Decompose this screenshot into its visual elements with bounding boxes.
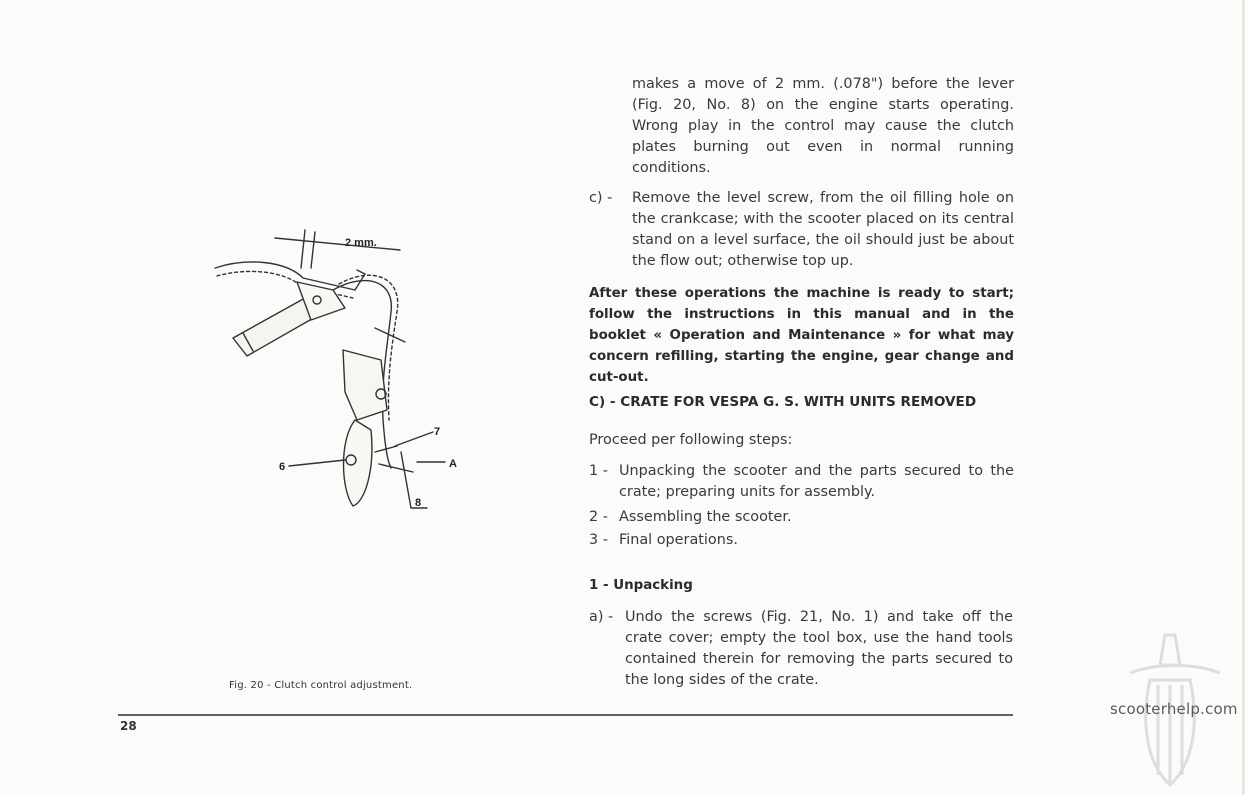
ready-text: After these operations the machine is ready to start; follow the instructions in this manual and in the booklet « Operation and Maintenance » for what may concern refilling, starting the engine, gear change and cut-out. (589, 286, 1014, 385)
continuation-paragraph (632, 74, 1014, 179)
callout-8: 8 (415, 497, 422, 509)
step-a-label: a) - (589, 609, 614, 625)
intro-text: Proceed per following steps: (589, 432, 793, 448)
section-heading: C) - CRATE FOR VESPA G. S. WITH UNITS REMOVED (589, 394, 977, 410)
clutch-diagram-drawing (205, 220, 465, 520)
step-2-text: Assembling the scooter. (619, 509, 792, 525)
step-1-text: Unpacking the scooter and the parts secured to the crate; preparing units for assembly. (619, 463, 1014, 500)
step-c-paragraph (632, 188, 1014, 272)
step-c-text: Remove the level screw, from the oil filling hole on the crankcase; with the scooter placed on its central stand on a level surface, the oil should just be about the flow out; otherwise top up. (632, 190, 1014, 269)
ready-paragraph (589, 283, 1014, 388)
step-a-text: Undo the screws (Fig. 21, No. 1) and take off the crate cover; empty the tool box, use the hand tools contained therein for removing the parts secured to the long sides of the crate. (625, 609, 1013, 688)
dimension-label: 2 mm. (345, 237, 377, 249)
watermark-text: scooterhelp.com (1110, 700, 1238, 718)
page-number: 28 (120, 719, 137, 733)
callout-7: 7 (434, 426, 441, 438)
footer-rule (118, 714, 1013, 716)
clutch-diagram (205, 220, 465, 520)
step-3-text: Final operations. (619, 532, 738, 548)
step-c-label: c) - (589, 190, 613, 206)
step-a-paragraph (625, 607, 1013, 691)
figure-caption: Fig. 20 - Clutch control adjustment. (229, 680, 413, 691)
callout-a: A (449, 458, 457, 470)
continuation-text: makes a move of 2 mm. (.078") before the lever (Fig. 20, No. 8) on the engine starts operating. Wrong play in the control may cause the clutch plates burning out even in normal running conditions. (632, 76, 1014, 176)
callout-6: 6 (279, 461, 286, 473)
step-3-label: 3 - (589, 532, 608, 548)
step-2-label: 2 - (589, 509, 608, 525)
unpacking-subheading: 1 - Unpacking (589, 578, 693, 593)
step-1-label: 1 - (589, 463, 608, 479)
